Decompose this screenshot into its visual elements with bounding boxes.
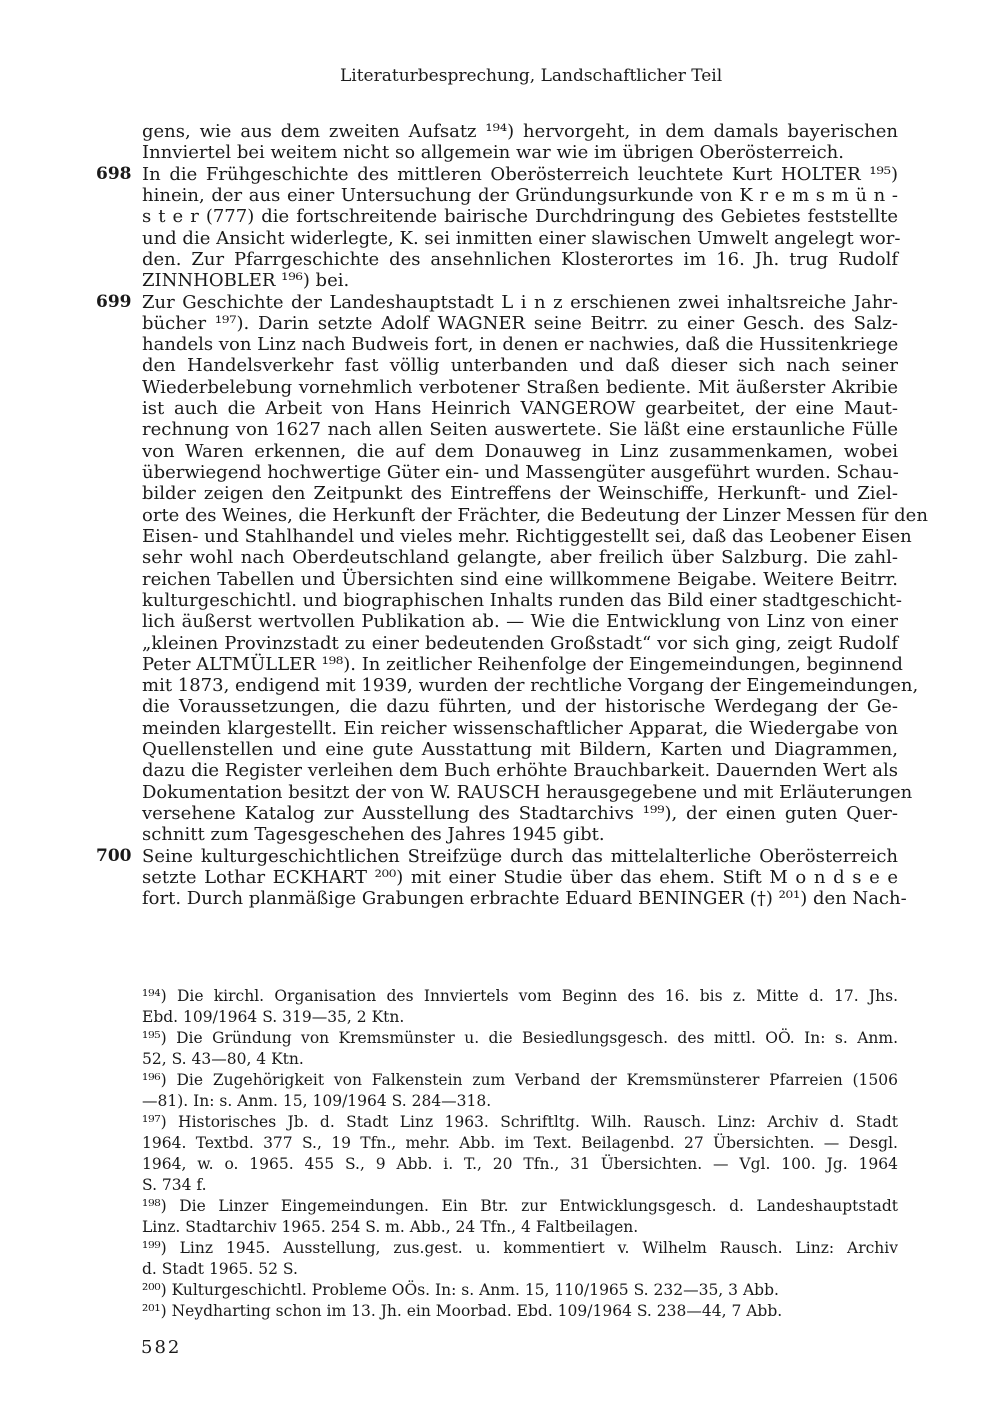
footnotes [142,986,898,1322]
text-line-content: und die Ansicht widerlegte, K. sei inmitten einer slawischen Umwelt angelegt wor- [142,227,901,249]
text-line [142,589,903,611]
text-line-content: Innviertel bei weitem nicht so allgemein war wie im übrigen Oberösterreich. [142,142,844,164]
text-line-content: Dokumentation besitzt der von W. RAUSCH herausgegebene und mit Erläuterungen [142,781,913,803]
text-line-content: reichen Tabellen und Übersichten sind eine willkommene Beigabe. Weitere Beitrr. [142,568,898,590]
footnote-line: ¹⁹⁴) Die kirchl. Organisation des Innviertels vom Beginn des 16. bis z. Mitte d. 17. Jhs. [142,987,898,1005]
text-line-content: lich äußerst wertvollen Publikation ab. — Wie die Entwicklung von Linz von einer [142,611,898,633]
text-line [96,845,898,867]
text-line [142,760,898,781]
text-line-content: bücher ¹⁹⁷). Darin setzte Adolf WAGNER seine Beitrr. zu einer Gesch. des Salz- [142,312,898,334]
text-line-content: s t e r (777) die fortschreitende bairische Durchdringung des Gebietes feststellte [142,206,898,228]
text-line-content: den Handelsverkehr fast völlig unterbanden und daß dieser sich nach seiner [142,355,898,377]
text-line-content: In die Frühgeschichte des mittleren Oberösterreich leuchtete Kurt HOLTER ¹⁹⁵) [142,163,898,185]
text-line-content: überwiegend hochwertige Güter ein- und Massengüter ausgeführt wurden. Schau- [142,462,899,483]
text-line-content: setzte Lothar ECKHART ²⁰⁰) mit einer Studie über das ehem. Stift M o n d s e e [142,866,898,888]
text-line [142,355,898,376]
text-line [142,675,919,697]
text-line-content: Peter ALTMÜLLER ¹⁹⁸). In zeitlicher Reihenfolge der Eingemeindungen, beginnend [142,653,903,675]
text-line [142,696,898,717]
footnote-line: Ebd. 109/1964 S. 319—35, 2 Ktn. [142,1008,405,1026]
text-line [142,227,901,249]
text-line-content: die Voraussetzungen, die dazu führten, und der historische Werdegang der Ge- [142,696,898,718]
text-line [142,781,913,803]
text-line [142,633,898,654]
text-line [142,142,898,163]
text-line-content: Seine kulturgeschichtlichen Streifzüge durch das mittelalterliche Oberösterreich [142,845,898,867]
text-line [142,547,898,568]
body-text [96,121,928,910]
paragraph-number: 698 [96,163,132,184]
text-line [142,611,898,632]
text-line [142,185,898,206]
footnote-line: —81). In: s. Anm. 15, 109/1964 S. 284—318. [142,1092,492,1110]
text-line-content: schnitt zum Tagesgeschehen des Jahres 1945 gibt. [142,824,605,846]
footnote-line: d. Stadt 1965. 52 S. [142,1260,298,1278]
text-line-content: ZINNHOBLER ¹⁹⁶) bei. [142,270,350,292]
paragraph-number: 700 [96,845,132,866]
footnote-line: 1964, w. o. 1965. 455 S., 9 Abb. i. T., 20 Tfn., 31 Übersichten. — Vgl. 100. Jg. 1964 [142,1155,898,1173]
text-line [142,377,898,398]
footnote-line: S. 734 f. [142,1176,207,1194]
footnote-line: ²⁰¹) Neydharting schon im 13. Jh. ein Moorbad. Ebd. 109/1964 S. 238—44, 7 Abb. [142,1302,783,1320]
text-line-content: fort. Durch planmäßige Grabungen erbrachte Eduard BENINGER (†) ²⁰¹) den Nach- [142,888,907,910]
text-line [142,206,898,227]
text-line [142,653,903,675]
text-line-content: handels von Linz nach Budweis fort, in denen er nachwies, daß die Hussitenkriege [142,334,899,356]
text-line [142,462,898,483]
text-line-content: rechnung von 1627 nach allen Seiten auswertete. Sie läßt eine erstaunliche Fülle [142,419,898,441]
text-line [142,441,898,462]
text-line [142,867,898,888]
text-line [142,483,898,504]
text-line-content: versehene Katalog zur Ausstellung des Stadtarchivs ¹⁹⁹), der einen guten Quer- [142,803,898,824]
text-line-content: Wiederbelebung vornehmlich verbotener Straßen bediente. Mit äußerster Akribie [142,376,898,398]
text-line-content: Quellenstellen und eine gute Ausstattung mit Bildern, Karten und Diagrammen, [142,739,898,761]
text-line [96,291,898,313]
footnote-line: ¹⁹⁹) Linz 1945. Ausstellung, zus.gest. u. kommentiert v. Wilhelm Rausch. Linz: Archiv [142,1239,898,1257]
text-line-content: dazu die Register verleihen dem Buch erhöhte Brauchbarkeit. Dauernden Wert als [142,760,898,782]
text-line [142,249,898,270]
text-line-content: orte des Weines, die Herkunft der Frächter, die Bedeutung der Linzer Messen für den [142,504,928,526]
text-line-content: hinein, der aus einer Untersuchung der Gründungsurkunde von K r e m s m ü n - [142,184,898,206]
text-line [142,419,898,440]
text-line [142,888,907,910]
text-line-content: Eisen- und Stahlhandel und vieles mehr. Richtiggestellt sei, daß das Leobener Eisen [142,525,912,547]
footnote-line: ¹⁹⁶) Die Zugehörigkeit von Falkenstein zum Verband der Kremsmünsterer Pfarreien (1506 [142,1071,898,1089]
text-line [142,824,898,845]
text-line-content: Zur Geschichte der Landeshauptstadt L i n z erschienen zwei inhaltsreiche Jahr- [142,291,898,313]
page-number: 582 [141,1337,182,1358]
text-line-content: kulturgeschichtl. und biographischen Inhalts runden das Bild einer stadtgeschicht- [142,589,903,611]
running-head: Literaturbesprechung, Landschaftlicher Teil [340,66,723,86]
text-line [142,739,898,760]
text-line-content: mit 1873, endigend mit 1939, wurden der rechtliche Vorgang der Eingemeindungen, [142,675,919,697]
text-line [142,803,898,824]
footnote-line: ¹⁹⁵) Die Gründung von Kremsmünster u. die Besiedlungsgesch. des mittl. OÖ. In: s. Anm. [142,1029,898,1047]
text-line [96,163,898,185]
footnote-line: ¹⁹⁸) Die Linzer Eingemeindungen. Ein Btr. zur Entwicklungsgesch. d. Landeshauptstadt [142,1197,898,1215]
footnote-line: ²⁰⁰) Kulturgeschichtl. Probleme OÖs. In: s. Anm. 15, 110/1965 S. 232—35, 3 Abb. [142,1281,779,1299]
text-line [142,504,928,526]
text-line-content: meinden klargestellt. Ein reicher wissenschaftlicher Apparat, die Wiedergabe von [142,717,898,739]
text-line [142,718,898,739]
paragraph-number: 699 [96,291,132,312]
text-line [142,270,898,291]
text-line-content: ist auch die Arbeit von Hans Heinrich VANGEROW gearbeitet, der eine Maut- [142,398,898,420]
footnote-line: ¹⁹⁷) Historisches Jb. d. Stadt Linz 1963. Schriftltg. Wilh. Rausch. Linz: Archiv d. Stadt [142,1113,898,1131]
text-line [142,398,898,419]
text-line [142,525,912,547]
text-line-content: von Waren erkennen, die auf dem Donauweg in Linz zusammenkamen, wobei [142,440,898,462]
footnote-line: 1964. Textbd. 377 S., 19 Tfn., mehr. Abb. im Text. Beilagenbd. 27 Übersichten. — Desgl. [142,1134,898,1152]
footnote-line: Linz. Stadtarchiv 1965. 254 S. m. Abb., 24 Tfn., 4 Faltbeilagen. [142,1218,639,1236]
text-line-content: gens, wie aus dem zweiten Aufsatz ¹⁹⁴) hervorgeht, in dem damals bayerischen [142,121,898,142]
text-line-content: sehr wohl nach Oberdeutschland gelangte, aber freilich über Salzburg. Die zahl- [142,547,898,569]
text-line-content: bilder zeigen den Zeitpunkt des Eintreffens der Weinschiffe, Herkunft- und Ziel- [142,483,898,505]
text-line [142,313,898,334]
text-line [142,121,898,142]
text-line [142,334,898,355]
footnote-line: 52, S. 43—80, 4 Ktn. [142,1050,304,1068]
text-line [142,569,898,590]
text-line-content: „kleinen Provinzstadt zu einer bedeutenden Großstadt“ vor sich ging, zeigt Rudolf [142,632,898,654]
text-line-content: den. Zur Pfarrgeschichte des ansehnlichen Klosterortes im 16. Jh. trug Rudolf [142,248,898,270]
